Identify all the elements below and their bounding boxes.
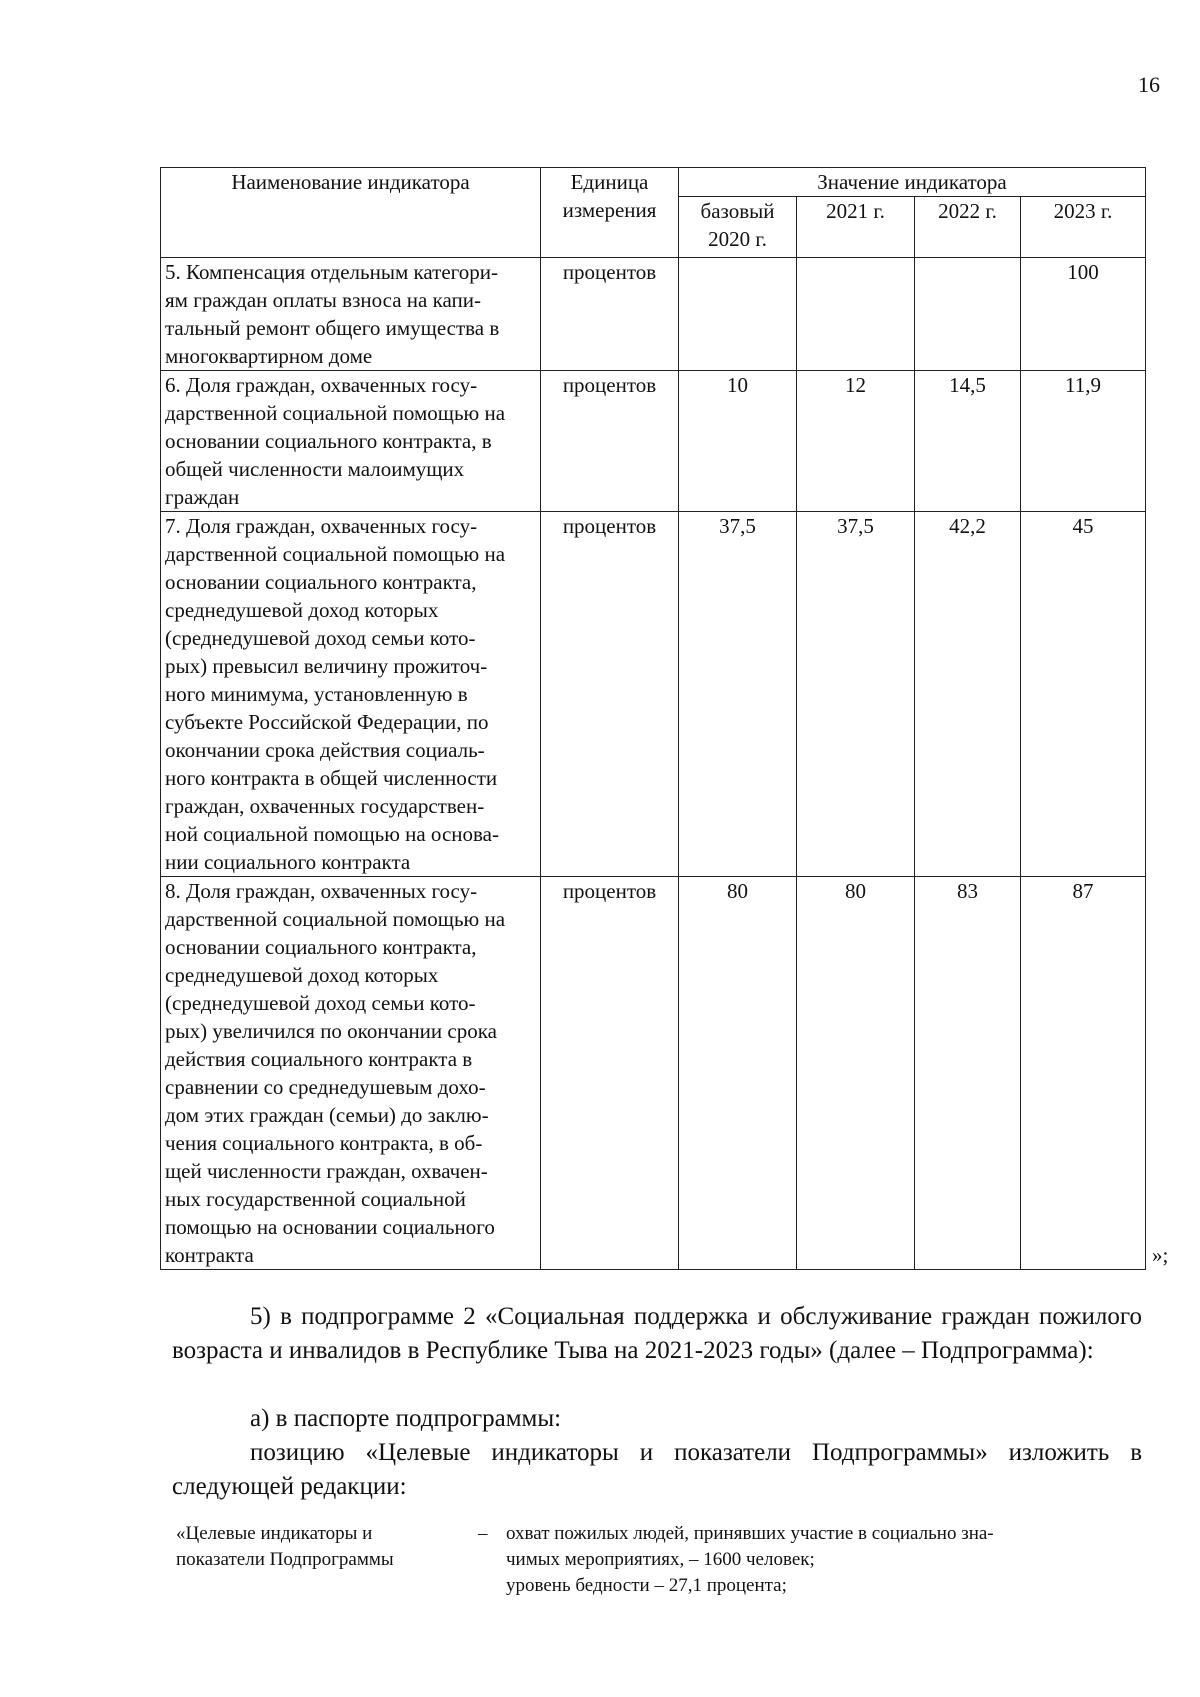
name-line: среднедушевой доход которых: [165, 963, 439, 987]
indicator-name-cell: [161, 512, 541, 877]
body-paragraph-2: [172, 1402, 1142, 1436]
indicator-name-cell: [161, 371, 541, 512]
value-2023-cell: 11,9: [1021, 371, 1146, 512]
name-line: нии социального контракта: [165, 850, 411, 874]
name-line: рых) превысил величину прожиточ-: [165, 654, 488, 678]
value-2023-cell: 45: [1021, 512, 1146, 877]
name-line: субъекте Российской Федерации, по: [165, 710, 489, 734]
name-line: чения социального контракта, в об-: [165, 1131, 483, 1155]
value-base-cell: [679, 258, 797, 371]
name-line: ям граждан оплаты взноса на капи-: [165, 288, 481, 312]
name-line: окончании срока действия социаль-: [165, 738, 485, 762]
name-line: сравнении со среднедушевым дохо-: [165, 1075, 486, 1099]
passport-value-line3: уровень бедности – 27,1 процента;: [506, 1575, 787, 1596]
passport-value-line1: охват пожилых людей, принявших участие в социально зна-: [506, 1523, 994, 1544]
header-unit-line1: Единица: [570, 170, 649, 194]
name-line: 8. Доля граждан, охваченных госу-: [165, 879, 478, 903]
table-row: [161, 371, 1146, 512]
name-line: граждан: [165, 485, 240, 509]
page-number: 16: [1138, 72, 1160, 97]
header-year-2023: 2023 г.: [1021, 197, 1146, 258]
value-2022-cell: 83: [915, 877, 1021, 1270]
unit-cell: процентов: [541, 512, 679, 877]
value-2021-cell: 12: [797, 371, 915, 512]
name-line: ного контракта в общей численности: [165, 766, 498, 790]
header-base-year: [679, 197, 797, 258]
indicators-table: [160, 167, 1146, 1270]
table-row: [161, 258, 1146, 371]
paragraph-subprogram-2: 5) в подпрограмме 2 «Социальная поддержка и обслуживание граждан пожилого возраста и инвалидов в Республике Тыва на 2021-2023 годы» (далее – Подпрограмма):: [172, 1303, 1142, 1364]
name-line: щей численности граждан, охвачен-: [165, 1159, 488, 1183]
value-2022-cell: 42,2: [915, 512, 1021, 877]
name-line: действия социального контракта в: [165, 1047, 473, 1071]
name-line: контракта: [165, 1243, 254, 1267]
name-line: (среднедушевой доход семьи кото-: [165, 991, 476, 1015]
name-line: основании социального контракта,: [165, 935, 477, 959]
passport-label: [176, 1521, 466, 1573]
header-indicator-values: Значение индикатора: [679, 168, 1146, 197]
value-2023-cell: 87: [1021, 877, 1146, 1270]
passport-dash: –: [478, 1523, 488, 1544]
name-line: среднедушевой доход которых: [165, 598, 439, 622]
name-line: основании социального контракта,: [165, 570, 477, 594]
header-year-2022: 2022 г.: [915, 197, 1021, 258]
unit-cell: процентов: [541, 371, 679, 512]
indicator-name-cell: [161, 877, 541, 1270]
passport-label-line1: «Целевые индикаторы и: [176, 1523, 373, 1544]
name-line: помощью на основании социального: [165, 1215, 495, 1239]
table-row: [161, 877, 1146, 1270]
value-2021-cell: [797, 258, 915, 371]
value-base-cell: 37,5: [679, 512, 797, 877]
header-year-2021: 2021 г.: [797, 197, 915, 258]
body-paragraph-3: [172, 1436, 1142, 1504]
table-row: [161, 512, 1146, 877]
value-2023-cell: 100: [1021, 258, 1146, 371]
value-2022-cell: 14,5: [915, 371, 1021, 512]
unit-cell: процентов: [541, 877, 679, 1270]
passport-value-line2: чимых мероприятиях, – 1600 человек;: [506, 1549, 815, 1570]
value-2021-cell: 80: [797, 877, 915, 1270]
name-line: дарственной социальной помощью на: [165, 401, 506, 425]
name-line: ных государственной социальной: [165, 1187, 466, 1211]
name-line: многоквартирном доме: [165, 344, 373, 368]
name-line: общей численности малоимущих: [165, 457, 465, 481]
header-unit: [541, 168, 679, 258]
value-base-cell: 80: [679, 877, 797, 1270]
name-line: (среднедушевой доход семьи кото-: [165, 626, 476, 650]
name-line: дарственной социальной помощью на: [165, 907, 506, 931]
name-line: основании социального контракта, в: [165, 429, 492, 453]
body-paragraph-1: [172, 1300, 1142, 1368]
passport-values: [506, 1521, 1136, 1599]
header-unit-line2: измерения: [562, 198, 657, 222]
name-line: рых) увеличился по окончании срока: [165, 1019, 497, 1043]
value-base-cell: 10: [679, 371, 797, 512]
name-line: граждан, охваченных государствен-: [165, 794, 485, 818]
indicator-name-cell: [161, 258, 541, 371]
name-line: 6. Доля граждан, охваченных госу-: [165, 373, 478, 397]
value-2021-cell: 37,5: [797, 512, 915, 877]
value-2022-cell: [915, 258, 1021, 371]
name-line: дом этих граждан (семьи) до заклю-: [165, 1103, 489, 1127]
name-line: тальный ремонт общего имущества в: [165, 316, 500, 340]
name-line: ной социальной помощью на основа-: [165, 822, 499, 846]
paragraph-position: позицию «Целевые индикаторы и показатели Подпрограммы» изложить в следующей редакции:: [172, 1439, 1142, 1500]
closing-quote: »;: [1152, 1243, 1169, 1267]
name-line: 5. Компенсация отдельным категори-: [165, 260, 498, 284]
header-indicator-name: Наименование индикатора: [161, 168, 541, 258]
name-line: ного минимума, установленную в: [165, 682, 468, 706]
name-line: дарственной социальной помощью на: [165, 542, 506, 566]
header-base-line2: 2020 г.: [708, 227, 767, 251]
name-line: 7. Доля граждан, охваченных госу-: [165, 514, 478, 538]
header-base-line1: базовый: [700, 199, 775, 223]
paragraph-passport: а) в паспорте подпрограммы:: [250, 1405, 562, 1432]
unit-cell: процентов: [541, 258, 679, 371]
passport-label-line2: показатели Подпрограммы: [176, 1549, 394, 1570]
